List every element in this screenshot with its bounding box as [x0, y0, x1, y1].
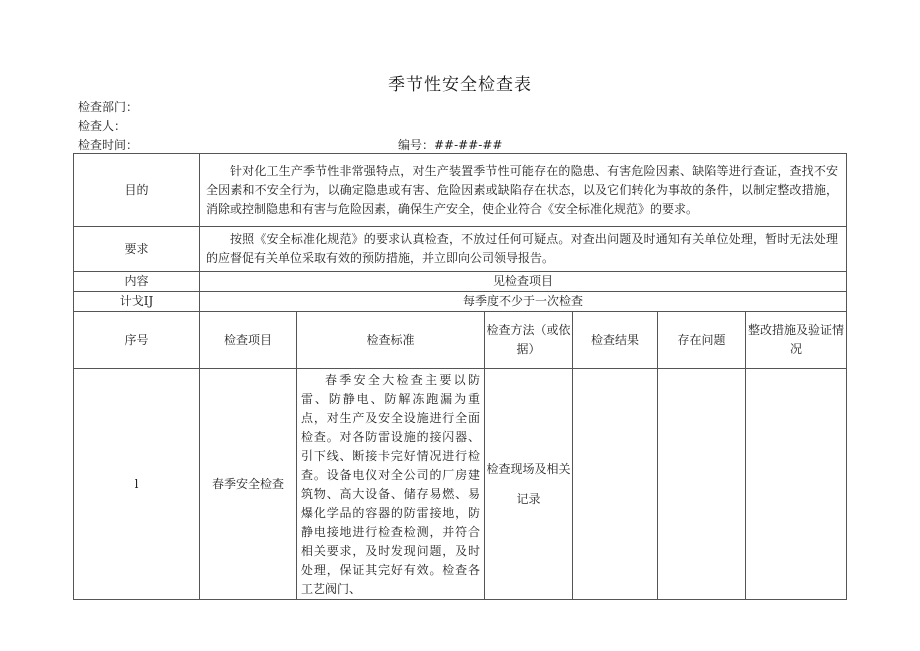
- document-number: 编号：##-##-##: [398, 138, 503, 152]
- row-standard: 春季安全大检查主要以防雷、防静电、防解冻跑漏为重点，对生产及安全设施进行全面检查。对各防雷设施的接闪器、引下线、断接卡完好情况进行检查。设备电仪对全公司的厂房建筑物、高大设备、储存易燃、易爆化学品的容器的防雷接地，防静电接地进行检查检测，并符合相关要求，及时发现问题，及时处理，保证其完好有效。检查各工艺阀门、: [297, 369, 485, 600]
- header-standard: 检查标准: [297, 312, 485, 369]
- inspector-label: 检查人：: [78, 119, 127, 133]
- table-row: [74, 369, 847, 600]
- header-method: 检查方法（或依据）: [485, 312, 573, 369]
- row-rectify[interactable]: [746, 369, 847, 600]
- inspection-table: [73, 153, 847, 600]
- plan-label: 计戈IJ: [74, 292, 200, 312]
- requirement-row: [74, 227, 847, 272]
- header-row: [74, 312, 847, 369]
- purpose-label: 目的: [74, 154, 200, 227]
- header-rectify: 整改措施及验证情况: [746, 312, 847, 369]
- purpose-row: [74, 154, 847, 227]
- row-method: 检查现场及相关记录: [485, 369, 573, 600]
- content-row: [74, 272, 847, 292]
- inspection-time-label: 检查时间：: [78, 138, 139, 152]
- header-result: 检查结果: [573, 312, 658, 369]
- purpose-text: 针对化工生产季节性非常强特点，对生产装置季节性可能存在的隐患、有害危险因素、缺陷等进行查证，查找不安全因素和不安全行为，以确定隐患或有害、危险因素或缺陷存在状态，以及它们转化为事故的条件，以制定整改措施，消除或控制隐患和有害与危险因素，确保生产安全，使企业符合《安全标准化规范》的要求。: [200, 154, 847, 227]
- header-no: 序号: [74, 312, 200, 369]
- row-item: 春季安全检查: [200, 369, 297, 600]
- header-issue: 存在问题: [658, 312, 746, 369]
- row-issue[interactable]: [658, 369, 746, 600]
- plan-text: 每季度不少于一次检查: [200, 292, 847, 312]
- department-label: 检查部门：: [78, 100, 139, 114]
- content-label: 内容: [74, 272, 200, 292]
- row-number: l: [74, 369, 200, 600]
- requirement-label: 要求: [74, 227, 200, 272]
- content-text: 见检查项目: [200, 272, 847, 292]
- row-result[interactable]: [573, 369, 658, 600]
- page-title: 季节性安全检查表: [388, 75, 532, 95]
- plan-row: [74, 292, 847, 312]
- header-item: 检查项目: [200, 312, 297, 369]
- requirement-text: 按照《安全标准化规范》的要求认真检查，不放过任何可疑点。对查出问题及时通知有关单位处理，暂时无法处理的应督促有关单位采取有效的预防措施，并立即向公司领导报告。: [200, 227, 847, 272]
